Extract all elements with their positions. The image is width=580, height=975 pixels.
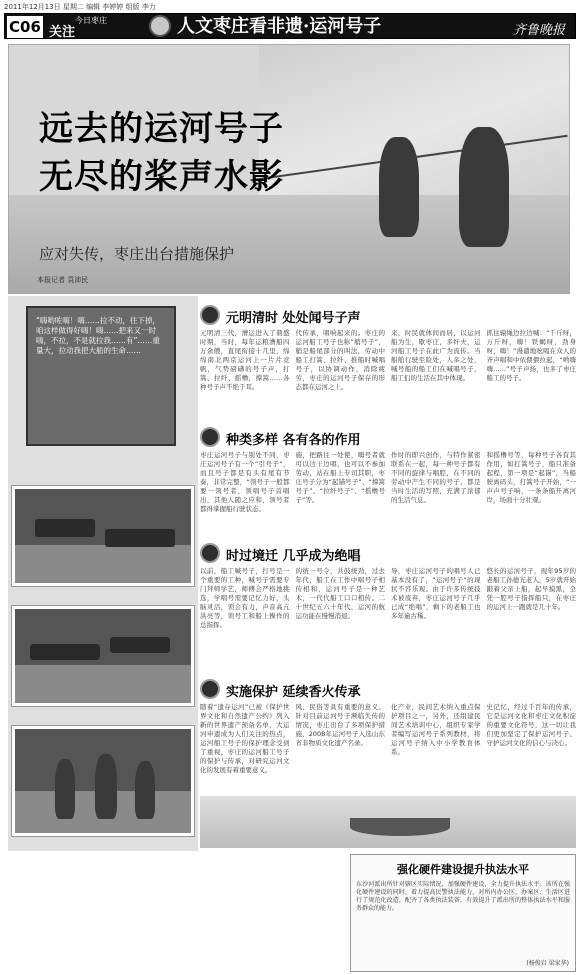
- boatman-figure: [459, 127, 509, 247]
- section-heading: 实施保护 延续香火传承: [226, 685, 361, 700]
- section-paragraph: 导，枣庄运河号子的唱号人已基本没有了，“运河号子”的现状不容乐观。由于许多传统技术被废弃，枣庄运河号子几乎已成“绝唱”，剩下的老船工也多年逾古稀。: [391, 567, 481, 620]
- section-3: [200, 542, 576, 661]
- boat-photo: [200, 796, 576, 848]
- section-2: [200, 426, 576, 545]
- news-brief: [350, 854, 576, 972]
- brief-heading: 强化硬件建设提升执法水平: [397, 863, 529, 876]
- section-paragraph: 悠长的运河号子，现年95岁的老船工孙德光老人，5岁就开始跟着父亲上船，起早摸黑，全凭一腔号子指挥船只，在枣庄的运河上一跑就是几十年。: [486, 567, 576, 611]
- section-paragraph: 化产业，民间艺术纳入重点保护项目之一，另外，还组建民间艺术培训中心，组织专家学者编写运河号子系列教材，将运河号子纳入中小学教育体系。: [391, 703, 481, 756]
- newspaper-brand: 齐鲁晚报: [512, 23, 565, 38]
- section-paragraph: 来，时民就体间而居，以运河船为生，歇枣庄，多纤夫，运河船工号子在此广为流传。当船舶行驶至险处，人多之处，喊号船的船工们在喊唱号子，船工们的生活在其中体现。: [391, 329, 481, 382]
- brief-credit: (杨俊岩 梁家华): [526, 960, 569, 967]
- bamboo-slip-illustration: [26, 306, 176, 446]
- boatman-figure: [379, 137, 419, 237]
- column-logo-icon: [149, 15, 171, 37]
- section-paragraph: 风、民俗等具有重要的意义。针对目前运河号子濒临失传的情况，枣庄出台了多项保护措施，2008年运河号子入选山东省非物质文化遗产名录。: [295, 703, 385, 747]
- photo-boats-2: [12, 606, 194, 706]
- section-paragraph: 和摇橹号等，每种号子各有其作用，如打篙号子，船只准备起程，第一项是“起锚”，当船驶离码头，打篙号子开始，“一声声号子响，一条条船开离河岸，场面十分壮观。: [486, 451, 576, 504]
- section-icon: [200, 305, 220, 325]
- section-icon: [200, 679, 220, 699]
- section-heading: 元明清时 处处闻号子声: [226, 311, 361, 326]
- section-paragraph: 的统一号令，共鼓统劲，过去年代，船工在工作中唱号子相传相和，运河号子是一种艺术，一代代船工口口相传。二十世纪五六十年代，运河的航运功能在慢慢消退。: [295, 567, 385, 620]
- section-1: [200, 304, 576, 423]
- subheadline: 应对失传，枣庄出台措施保护: [39, 245, 235, 263]
- section-paragraph: 施，把路往一处使，嗨号者就可以边干边唱，也可以不参加劳动，站在船上专司其职，枣庄号子分为“起锚号子”、“撑篙号子”、“拉纤号子”、“摇橹号子”等。: [295, 451, 385, 504]
- photo-workers: [12, 726, 194, 836]
- byline: 本报记者 袁沛民: [37, 276, 89, 284]
- section-paragraph: 抓住辕绳边拉边喊：“千斤呀，万斤呀，嗨！铁蝎呀，劲身呀，嗨！”漫谴地吆喝在众人的齐声唱和中依偎偎拉起，“哟嗨嗨……”号子声扬，也多了枣庄船工的号子。: [486, 329, 576, 382]
- section-4: [200, 678, 576, 793]
- section-kicker: 今日枣庄: [75, 16, 107, 25]
- section-paragraph: 随着“遗存运河”已被《保护世界文化和自然遗产公约》列入新的世界遗产预备名单，大运河申遗成为人们关注的热点，运河船工号子的保护理念受到了重视，枣庄的运河船工号子的保护与传承，对研究运河文化的发展有着重要意义。: [200, 703, 290, 774]
- issue-meta: 2011年12月13日 星期二 编辑 李婷婷 组版 李力: [4, 3, 156, 11]
- photo-column: [8, 296, 198, 851]
- section-paragraph: 以前，船工喊号子，打号是一个重要的工种，喊号子需要专门拜师学艺，师傅会严格地挑选，学唱号需要记忆力好，头脑灵活，领会有力，声音高亢洪亮等，领号工和船上操作的总指挥。: [200, 567, 290, 629]
- photo-boats: [12, 486, 194, 586]
- section-paragraph: 代传承，唱响起来的。枣庄的运河船工号子也称“艄号子”，艄是船尾部分的叫法，劳动中船工打篙、拉纤、推船时喊唱号子，以协调动作，消除疲劳，枣庄的运河号子保存的形态都在运河之上。: [295, 329, 385, 391]
- article-body: [4, 296, 576, 851]
- boat-shape: [350, 818, 450, 836]
- section-heading: 种类多样 各有各的作用: [226, 433, 361, 448]
- section-paragraph: 作时的即兴创作，与特作紧密联系在一起，每一种号子都有不同的旋律与唱腔，在不同的劳动中产生不同的号子，都是当时生活的写照，充满了浓郁的生活气息。: [391, 451, 481, 504]
- page-header: [4, 13, 576, 39]
- section-paragraph: 史记忆，经过千百年的传承，它是运河文化和枣庄文化积淀的重要文化符号，这一切让我们更加坚定了保护运河号子、守护运河文化的信心与决心。: [486, 703, 576, 747]
- column-title: 人文枣庄看非遗·运河号子: [177, 16, 382, 37]
- bamboo-text: “嗨哟咗嗨！嗨……拉不动，往下掉，咱这样做得好嗨！嗨……把来又一时嗨，不拉，不是就拉我……有”……重量大，拉动我把大船的生命……: [36, 316, 160, 355]
- headline: [39, 105, 284, 201]
- blank-area: [4, 854, 346, 972]
- brief-text: 东沙河派出所针对辖区实际情况，加强硬件建设，全力提升执法水平。该所在强化硬件建设的同时，着力提高民警执法能力，对所内办公区、办案区、生活区进行了规范化改造，配齐了各类执法装备，有效提升了派出所的整体执法水平和服务群众的能力。: [356, 881, 570, 912]
- headline-line-2: 无尽的桨声水影: [39, 157, 284, 197]
- section-icon: [200, 427, 220, 447]
- hero-photo: [8, 44, 570, 294]
- section-paragraph: 枣庄运河号子与别处不同，枣庄运河号子有一个“引号子”，而且号子都是有头有尾有节奏，非常完整，“领号子一般都要一领号者，领唱号子首唱出，其他人随之应和，领号者都得掌握船行驶状态。: [200, 451, 290, 513]
- section-name: 关注: [49, 25, 76, 40]
- section-icon: [200, 543, 220, 563]
- page-number: C06: [7, 16, 43, 38]
- section-heading: 时过境迁 几乎成为绝唱: [226, 549, 361, 564]
- section-paragraph: 元明清三代，漕运进入了鼎盛时期，当时，每年运粮漕船四万余艘，直尾衔接十几里，绵绵南北两京运河上一片片竞帆，气势磅礴的号子声，打篙、拉纤、摇橹，撑篙……各种号子声不绝于耳。: [200, 329, 290, 391]
- headline-line-1: 远去的运河号子: [39, 109, 284, 149]
